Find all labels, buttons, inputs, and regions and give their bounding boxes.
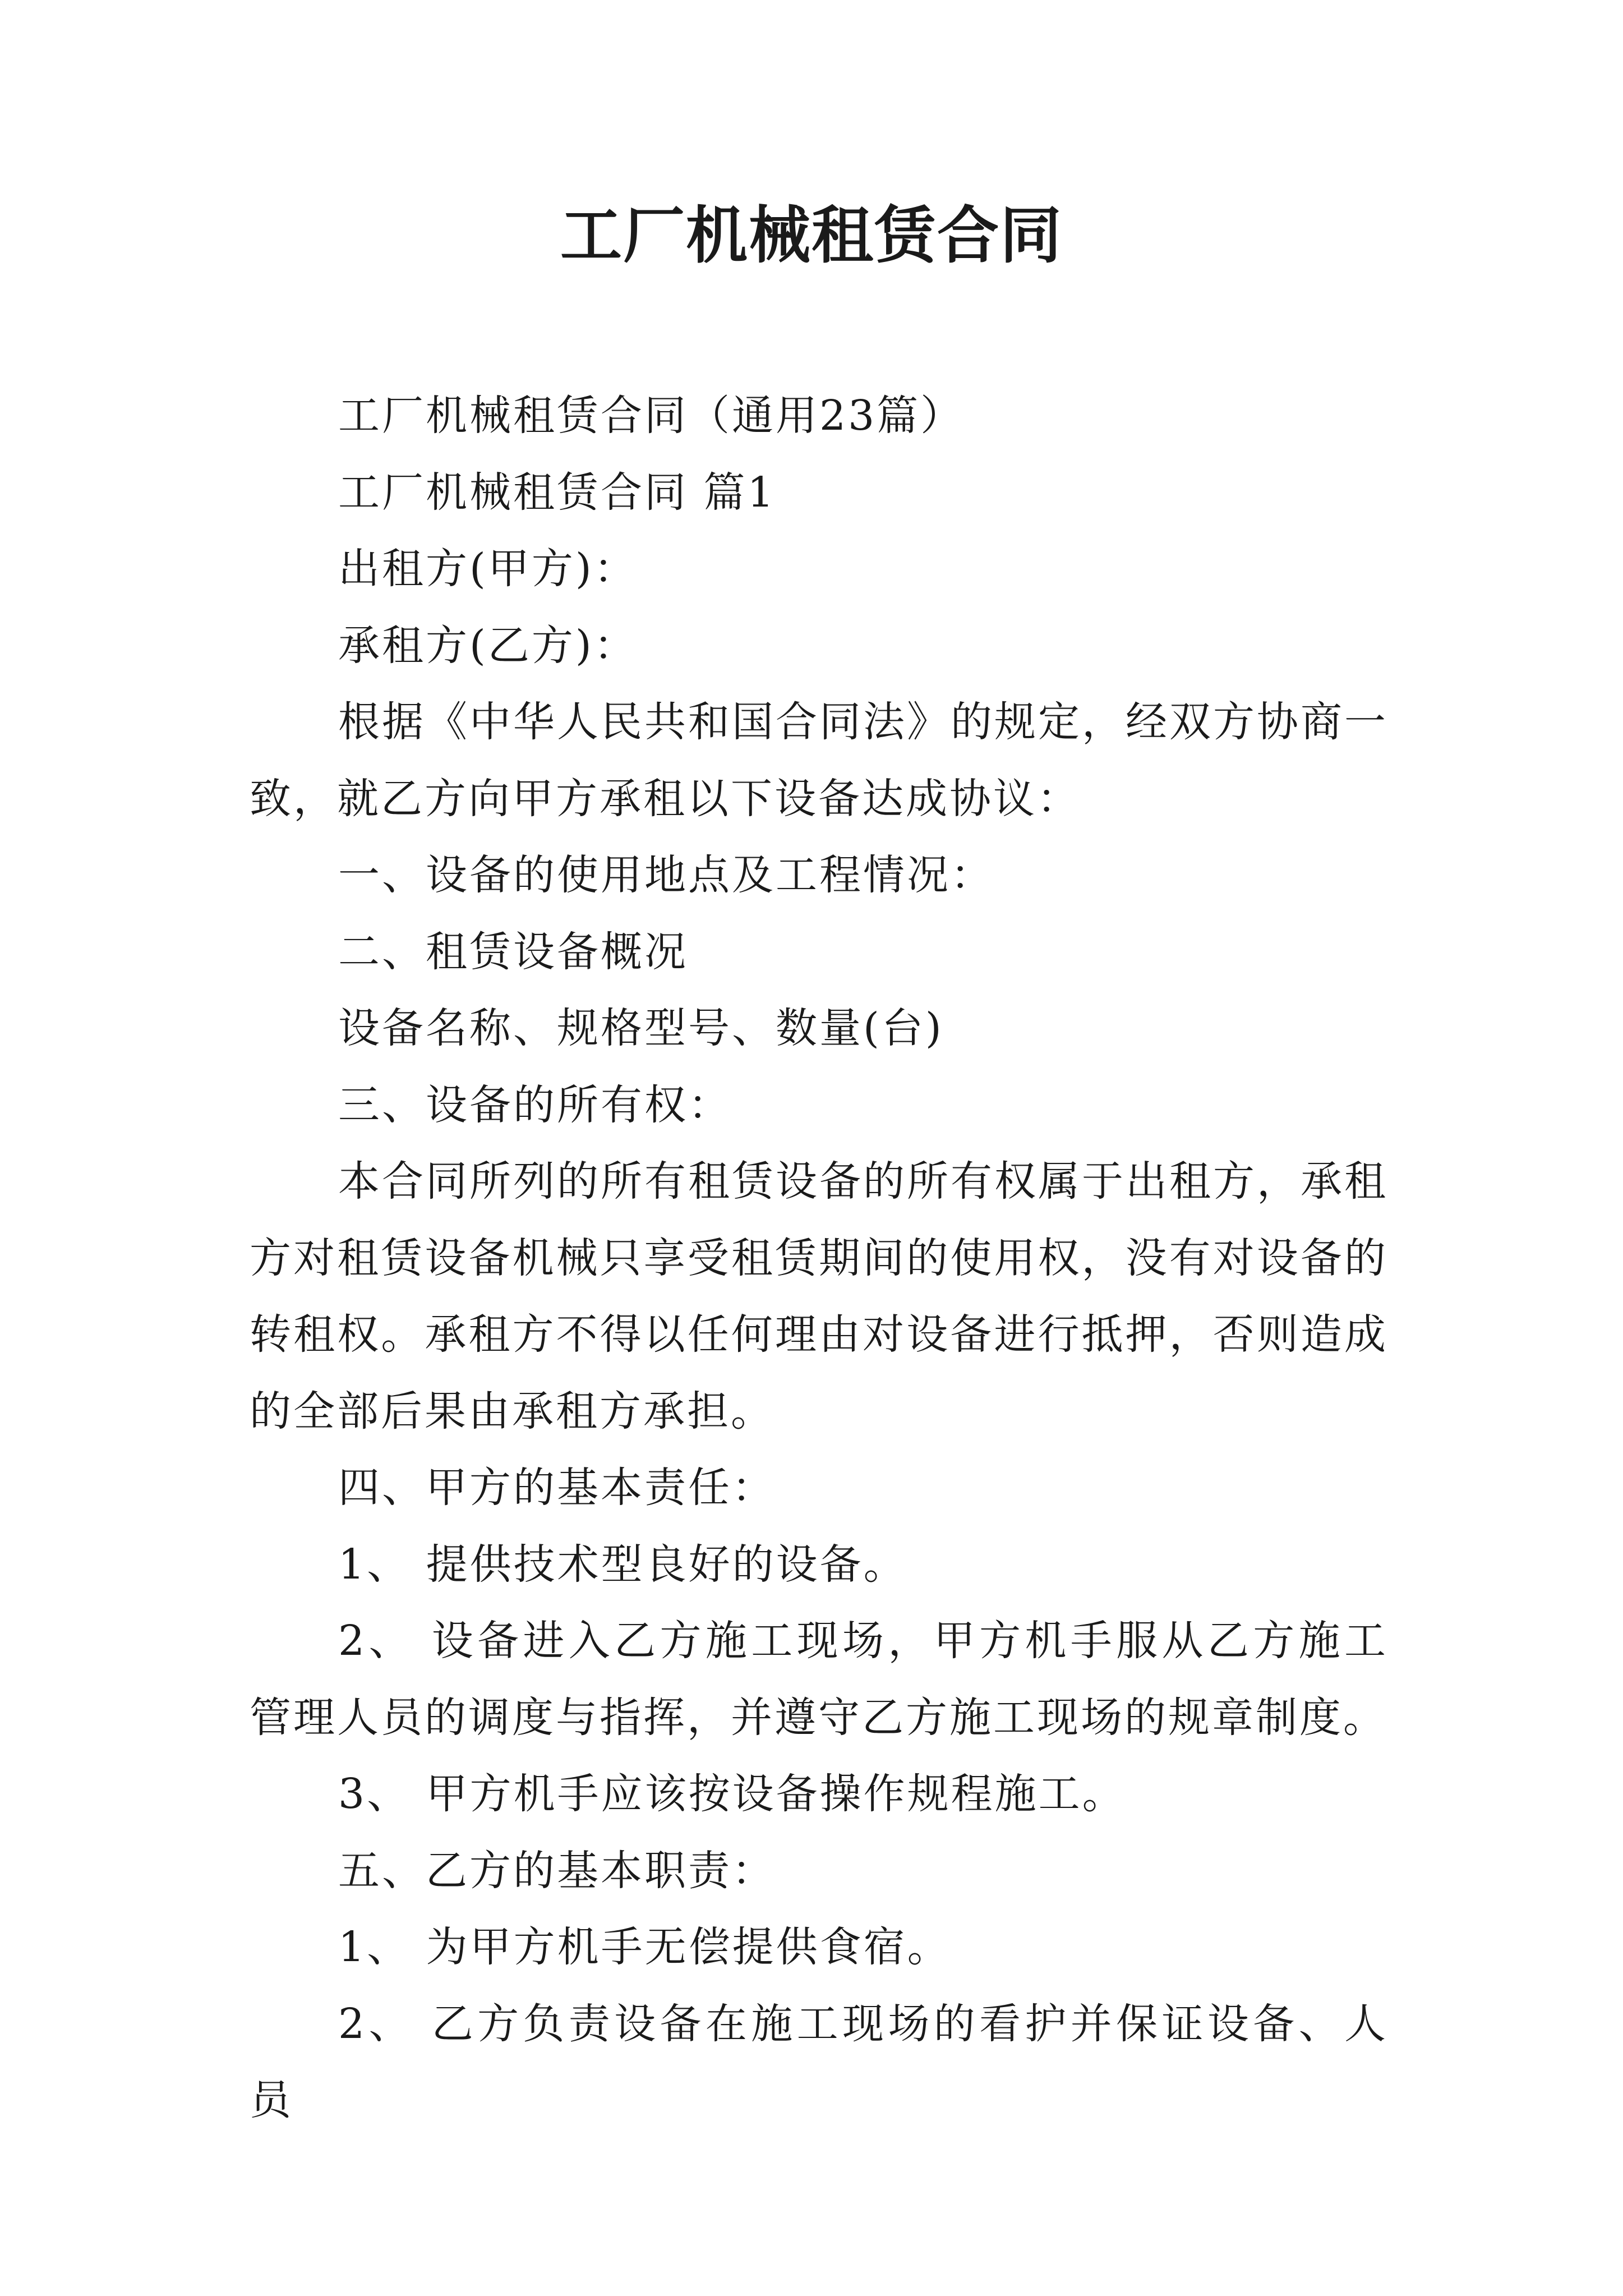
paragraph-clause-4-heading: 四、甲方的基本责任： bbox=[338, 1464, 776, 1512]
paragraph-section-title: 工厂机械租赁合同 篇1 bbox=[338, 468, 776, 517]
paragraph-lessor-duty-2: 2、 设备进入乙方施工现场，甲方机手服从乙方施工管理人员的调度与指挥，并遵守乙方施工现场的规章制度。 bbox=[250, 1617, 1388, 1742]
paragraph-clause-3-heading: 三、设备的所有权： bbox=[338, 1080, 732, 1129]
paragraph-lessee-duty-1: 1、 为甲方机手无偿提供食宿。 bbox=[338, 1923, 951, 1971]
paragraph-collection-title: 工厂机械租赁合同（通用23篇） bbox=[338, 392, 965, 440]
paragraph-clause-2-heading: 二、租赁设备概况 bbox=[338, 927, 688, 976]
paragraph-clause-5-heading: 五、乙方的基本职责： bbox=[338, 1846, 776, 1895]
paragraph-clause-1-heading: 一、设备的使用地点及工程情况： bbox=[338, 851, 994, 899]
document-body bbox=[250, 378, 1388, 2139]
paragraph-preamble: 根据《中华人民共和国合同法》的规定，经双方协商一致，就乙方向甲方承租以下设备达成协议： bbox=[250, 698, 1388, 823]
paragraph-ownership: 本合同所列的所有租赁设备的所有权属于出租方，承租方对租赁设备机械只享受租赁期间的使用权，没有对设备的转租权。承租方不得以任何理由对设备进行抵押，否则造成的全部后果由承租方承担。 bbox=[250, 1157, 1388, 1435]
paragraph-lessee-duty-2: 2、 乙方负责设备在施工现场的看护并保证设备、人员 bbox=[250, 1999, 1388, 2124]
paragraph-equipment-fields: 设备名称、规格型号、数量(台) bbox=[338, 1004, 944, 1052]
paragraph-lessor-duty-3: 3、 甲方机手应该按设备操作规程施工。 bbox=[338, 1770, 1126, 1818]
paragraph-lessee: 承租方(乙方)： bbox=[338, 621, 638, 670]
paragraph-lessor-duty-1: 1、 提供技术型良好的设备。 bbox=[338, 1540, 907, 1589]
document-title: 工厂机械租赁合同 bbox=[560, 199, 1063, 272]
paragraph-lessor: 出租方(甲方)： bbox=[338, 545, 638, 593]
